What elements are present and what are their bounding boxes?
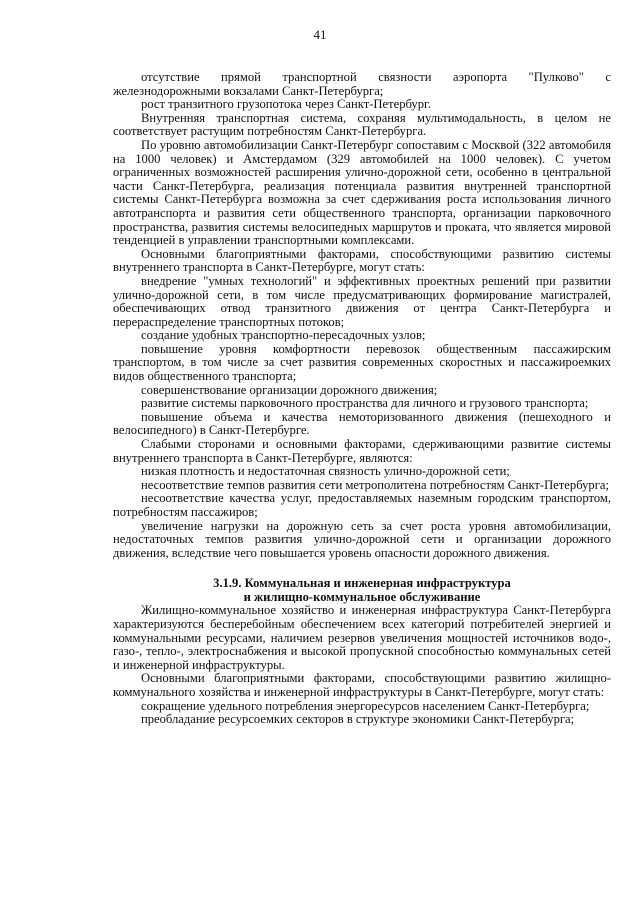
- list-item: сокращение удельного потребления энергоресурсов населением Санкт-Петербурга;: [141, 698, 590, 713]
- section-heading-line-2: и жилищно-коммунальное обслуживание: [243, 590, 481, 605]
- list-item: повышение объема и качества немоторизованного движения (пешеходного и велосипедного) в Санкт-Петербурге.: [113, 409, 611, 438]
- list-item: повышение уровня комфортности перевозок общественным пассажирским транспортом, в том числе за счет развития современных скоростных и пассажироемких видов общественного транспорта;: [113, 341, 611, 384]
- list-item: преобладание ресурсоемких секторов в структуре экономики Санкт-Петербурга;: [141, 712, 575, 727]
- page-number: 41: [313, 27, 327, 42]
- paragraph: рост транзитного грузопотока через Санкт-Петербург.: [141, 97, 431, 112]
- page-body: [113, 71, 611, 727]
- paragraph: Основными благоприятными факторами, способствующими развитию жилищно-коммунального хозяйства и инженерной инфраструктуры в Санкт-Петербурге, могут стать:: [113, 671, 611, 699]
- paragraph: Слабыми сторонами и основными факторами, сдерживающими развитие системы внутреннего транспорта в Санкт-Петербурге, являются:: [113, 437, 611, 465]
- section-heading-line-1: 3.1.9. Коммунальная и инженерная инфраструктура: [213, 576, 511, 591]
- list-item: совершенствование организации дорожного движения;: [141, 382, 438, 397]
- paragraph: отсутствие прямой транспортной связности аэропорта "Пулково" с железнодорожными вокзалами Санкт-Петербурга;: [113, 70, 611, 98]
- list-item: низкая плотность и недостаточная связность улично-дорожной сети;: [141, 464, 510, 479]
- list-item: внедрение "умных технологий" и эффективных проектных решений при развитии улично-дорожной сети, в том числе предусматривающих формирование магистралей, обеспечивающих отвод транзитного движения от центра Санкт-Петербурга и перераспределение транспортных потоков;: [113, 273, 611, 329]
- list-item: создание удобных транспортно-пересадочных узлов;: [141, 328, 426, 343]
- list-item: увеличение нагрузки на дорожную сеть за счет роста уровня автомобилизации, недостаточных темпов развития улично-дорожной сети и организации дорожного движения, вследствие чего повышается уровень опасности дорожного движения.: [113, 518, 611, 560]
- paragraph: По уровню автомобилизации Санкт-Петербург сопоставим с Москвой (322 автомобиля на 1000 человек) и Амстердамом (329 автомобилей на 1000 человек). С учетом ограниченных возможностей расширения улично-дорожной сети, особенно в центральной части Санкт-Петербурга, реализация потенциала развития внутренней транспортной системы Санкт-Петербурга возможна за счет сдерживания роста использования личного автотранспорта и развития сети общественного транспорта, организации парковочного пространства, развития системы велосипедных маршрутов и проката, что является мировой тенденцией в управлении транспортными комплексами.: [113, 137, 611, 248]
- paragraph: Жилищно-коммунальное хозяйство и инженерная инфраструктура Санкт-Петербурга характеризуются бесперебойным обеспечением всех категорий потребителей энергией и коммунальными ресурсами, наличием резервов увеличения мощностей источников водо-, газо-, тепло-, электроснабжения и высокой пропускной способностью коммунальных сетей и инженерной инфраструктуры.: [113, 603, 611, 672]
- list-item: несоответствие качества услуг, предоставляемых наземным городским транспортом, потребностям пассажиров;: [113, 491, 611, 519]
- spacer: [113, 560, 611, 576]
- list-item: несоответствие темпов развития сети метрополитена потребностям Санкт-Петербурга;: [141, 477, 609, 492]
- paragraph: Основными благоприятными факторами, способствующими развитию системы внутреннего транспорта в Санкт-Петербурге, могут стать:: [113, 246, 611, 275]
- list-item: развитие системы парковочного пространства для личного и грузового транспорта;: [141, 396, 589, 411]
- paragraph: Внутренняя транспортная система, сохраняя мультимодальность, в целом не соответствует растущим потребностям Санкт-Петербурга.: [113, 110, 611, 139]
